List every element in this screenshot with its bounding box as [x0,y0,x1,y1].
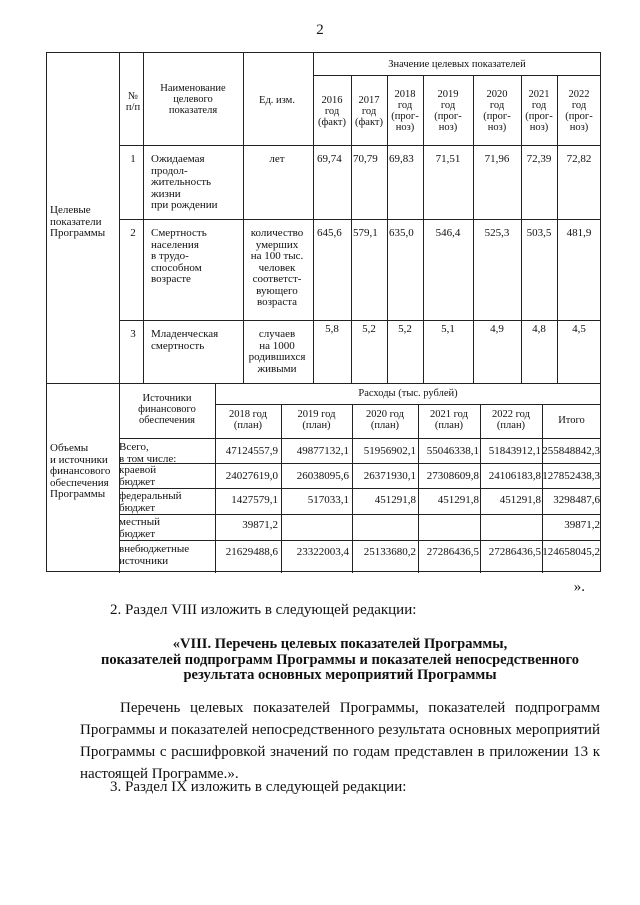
amount-cell: 39871,2 [242,519,278,531]
year-header: 2022 год (план) [492,409,530,431]
amount-cell: 21629488,6 [225,546,278,558]
col-unit-header: Ед. изм. [259,95,295,106]
value-cell: 579,1 [353,227,378,239]
grid-line [119,514,601,515]
amount-cell: 517033,1 [307,494,349,506]
source-label: внебюджетные источники [119,543,190,567]
amount-cell: 27286436,5 [426,546,479,558]
col-sources-header: Источники финансового обеспечения [138,393,196,426]
amount-cell: 27308609,8 [426,470,479,482]
grid-line [313,53,314,383]
amount-cell: 255848842,3 [542,445,600,457]
amount-cell: 3298487,6 [553,494,600,506]
grid-line [387,75,388,383]
source-label: Всего, в том числе: [119,441,177,465]
amount-cell: 51843912,1 [488,445,541,457]
total-header: Итого [558,415,585,426]
amount-cell: 1427579,1 [231,494,278,506]
grid-line [119,540,601,541]
grid-line [243,53,244,383]
grid-line [351,75,352,383]
value-cell: 481,9 [566,227,592,239]
value-cell: 69,83 [389,153,414,165]
value-cell: 645,6 [317,227,342,239]
amount-cell: 51956902,1 [363,445,416,457]
value-cell: 71,51 [435,153,461,165]
grid-line [473,75,474,383]
closing-quote: ». [573,579,585,595]
amount-cell: 55046338,1 [426,445,479,457]
grid-line [423,75,424,383]
finance-section-label: Объемы и источники финансового обеспечения Программы [50,442,111,500]
value-cell: 5,8 [325,323,339,335]
source-label: местный бюджет [119,516,160,540]
amount-cell: 24027619,0 [225,470,278,482]
value-cell: 72,39 [526,153,552,165]
target-section-label: Целевые показатели Программы [50,204,106,239]
row-number: 1 [130,153,136,165]
value-cell: 5,2 [398,323,412,335]
col-number-header: № п/п [125,91,141,113]
amount-cell: 25133680,2 [363,546,416,558]
value-cell: 4,5 [572,323,586,335]
row-number: 2 [130,227,136,239]
grid-line [119,383,120,573]
value-cell: 4,8 [532,323,546,335]
amount-cell: 26371930,1 [363,470,416,482]
section8-body: Перечень целевых показателей Программы, показателей подпрограмм Программы и показателей непосредственного результата основных мероприятий Программы с расшифровкой значений по годам представлен в приложении 13 к настоящей Программе.». [80,700,600,782]
amount-cell: 451291,8 [437,494,479,506]
grid-line [119,488,601,489]
year-header: 2020 год (прог- ноз) [483,89,511,133]
year-header: 2022 год (прог- ноз) [565,89,593,133]
grid-line [47,383,601,384]
amount-cell: 451291,8 [499,494,541,506]
indicator-name: Смертность населения в трудо- способном возрасте [151,227,207,285]
value-cell: 635,0 [389,227,414,239]
amount-cell: 127852438,3 [542,470,600,482]
amount-cell: 49877132,1 [296,445,349,457]
amount-cell: 124658045,2 [542,546,600,558]
value-cell: 525,3 [484,227,510,239]
amount-cell: 24106183,8 [488,470,541,482]
year-header: 2018 год (план) [229,409,267,431]
year-header: 2020 год (план) [366,409,404,431]
indicator-unit: количество умерших на 100 тыс. человек соответст- вующего возраста [250,227,304,308]
grid-line [215,383,216,573]
source-label: краевой бюджет [119,464,157,488]
amount-cell: 23322003,4 [296,546,349,558]
grid-line [521,75,522,383]
amount-cell: 39871,2 [564,519,600,531]
amount-cell: 27286436,5 [488,546,541,558]
amount-cell: 451291,8 [374,494,416,506]
grid-line [143,53,144,383]
year-header: 2017 год (факт) [354,95,383,128]
amount-cell: 47124557,9 [225,445,278,457]
grid-line [119,463,601,464]
indicator-unit: лет [269,153,285,165]
year-header: 2019 год (прог- ноз) [434,89,462,133]
section9-instruction: 3. Раздел IX изложить в следующей редакции: [110,779,407,795]
year-header: 2018 год (прог- ноз) [391,89,419,133]
indicator-unit: случаев на 1000 родившихся живыми [248,328,306,375]
grid-line [119,145,601,146]
amount-cell: 26038095,6 [296,470,349,482]
grid-line [119,438,601,439]
year-header: 2019 год (план) [297,409,336,431]
grid-line [119,53,120,383]
grid-line [313,75,601,76]
year-header: 2021 год (план) [430,409,468,431]
grid-line [119,219,601,220]
value-cell: 70,79 [353,153,378,165]
year-header: 2021 год (прог- ноз) [525,89,553,133]
grid-line [215,404,601,405]
year-header: 2016 год (факт) [317,95,346,128]
indicator-name: Ожидаемая продол- жительность жизни при рождении [151,153,218,211]
col-name-header: Наименование целевого показателя [160,83,226,116]
row-number: 3 [130,328,136,340]
value-cell: 503,5 [526,227,552,239]
value-cell: 71,96 [484,153,510,165]
grid-line [119,320,601,321]
grid-line [557,75,558,383]
source-label: федеральный бюджет [119,490,182,514]
col-values-header: Значение целевых показателей [388,59,526,70]
passport-table [46,52,601,572]
page-number: 2 [316,22,324,38]
indicator-name: Младенческая смертность [151,328,219,352]
value-cell: 72,82 [566,153,592,165]
value-cell: 546,4 [435,227,461,239]
section8-title: «VIII. Перечень целевых показателей Программы, показателей подпрограмм Программы и показателей непосредственного результата основных мероприятий Программы [101,636,579,683]
col-expenses-header: Расходы (тыс. рублей) [358,388,458,399]
value-cell: 5,1 [441,323,455,335]
value-cell: 69,74 [317,153,342,165]
value-cell: 5,2 [362,323,376,335]
value-cell: 4,9 [490,323,504,335]
section8-instruction: 2. Раздел VIII изложить в следующей редакции: [110,602,417,618]
